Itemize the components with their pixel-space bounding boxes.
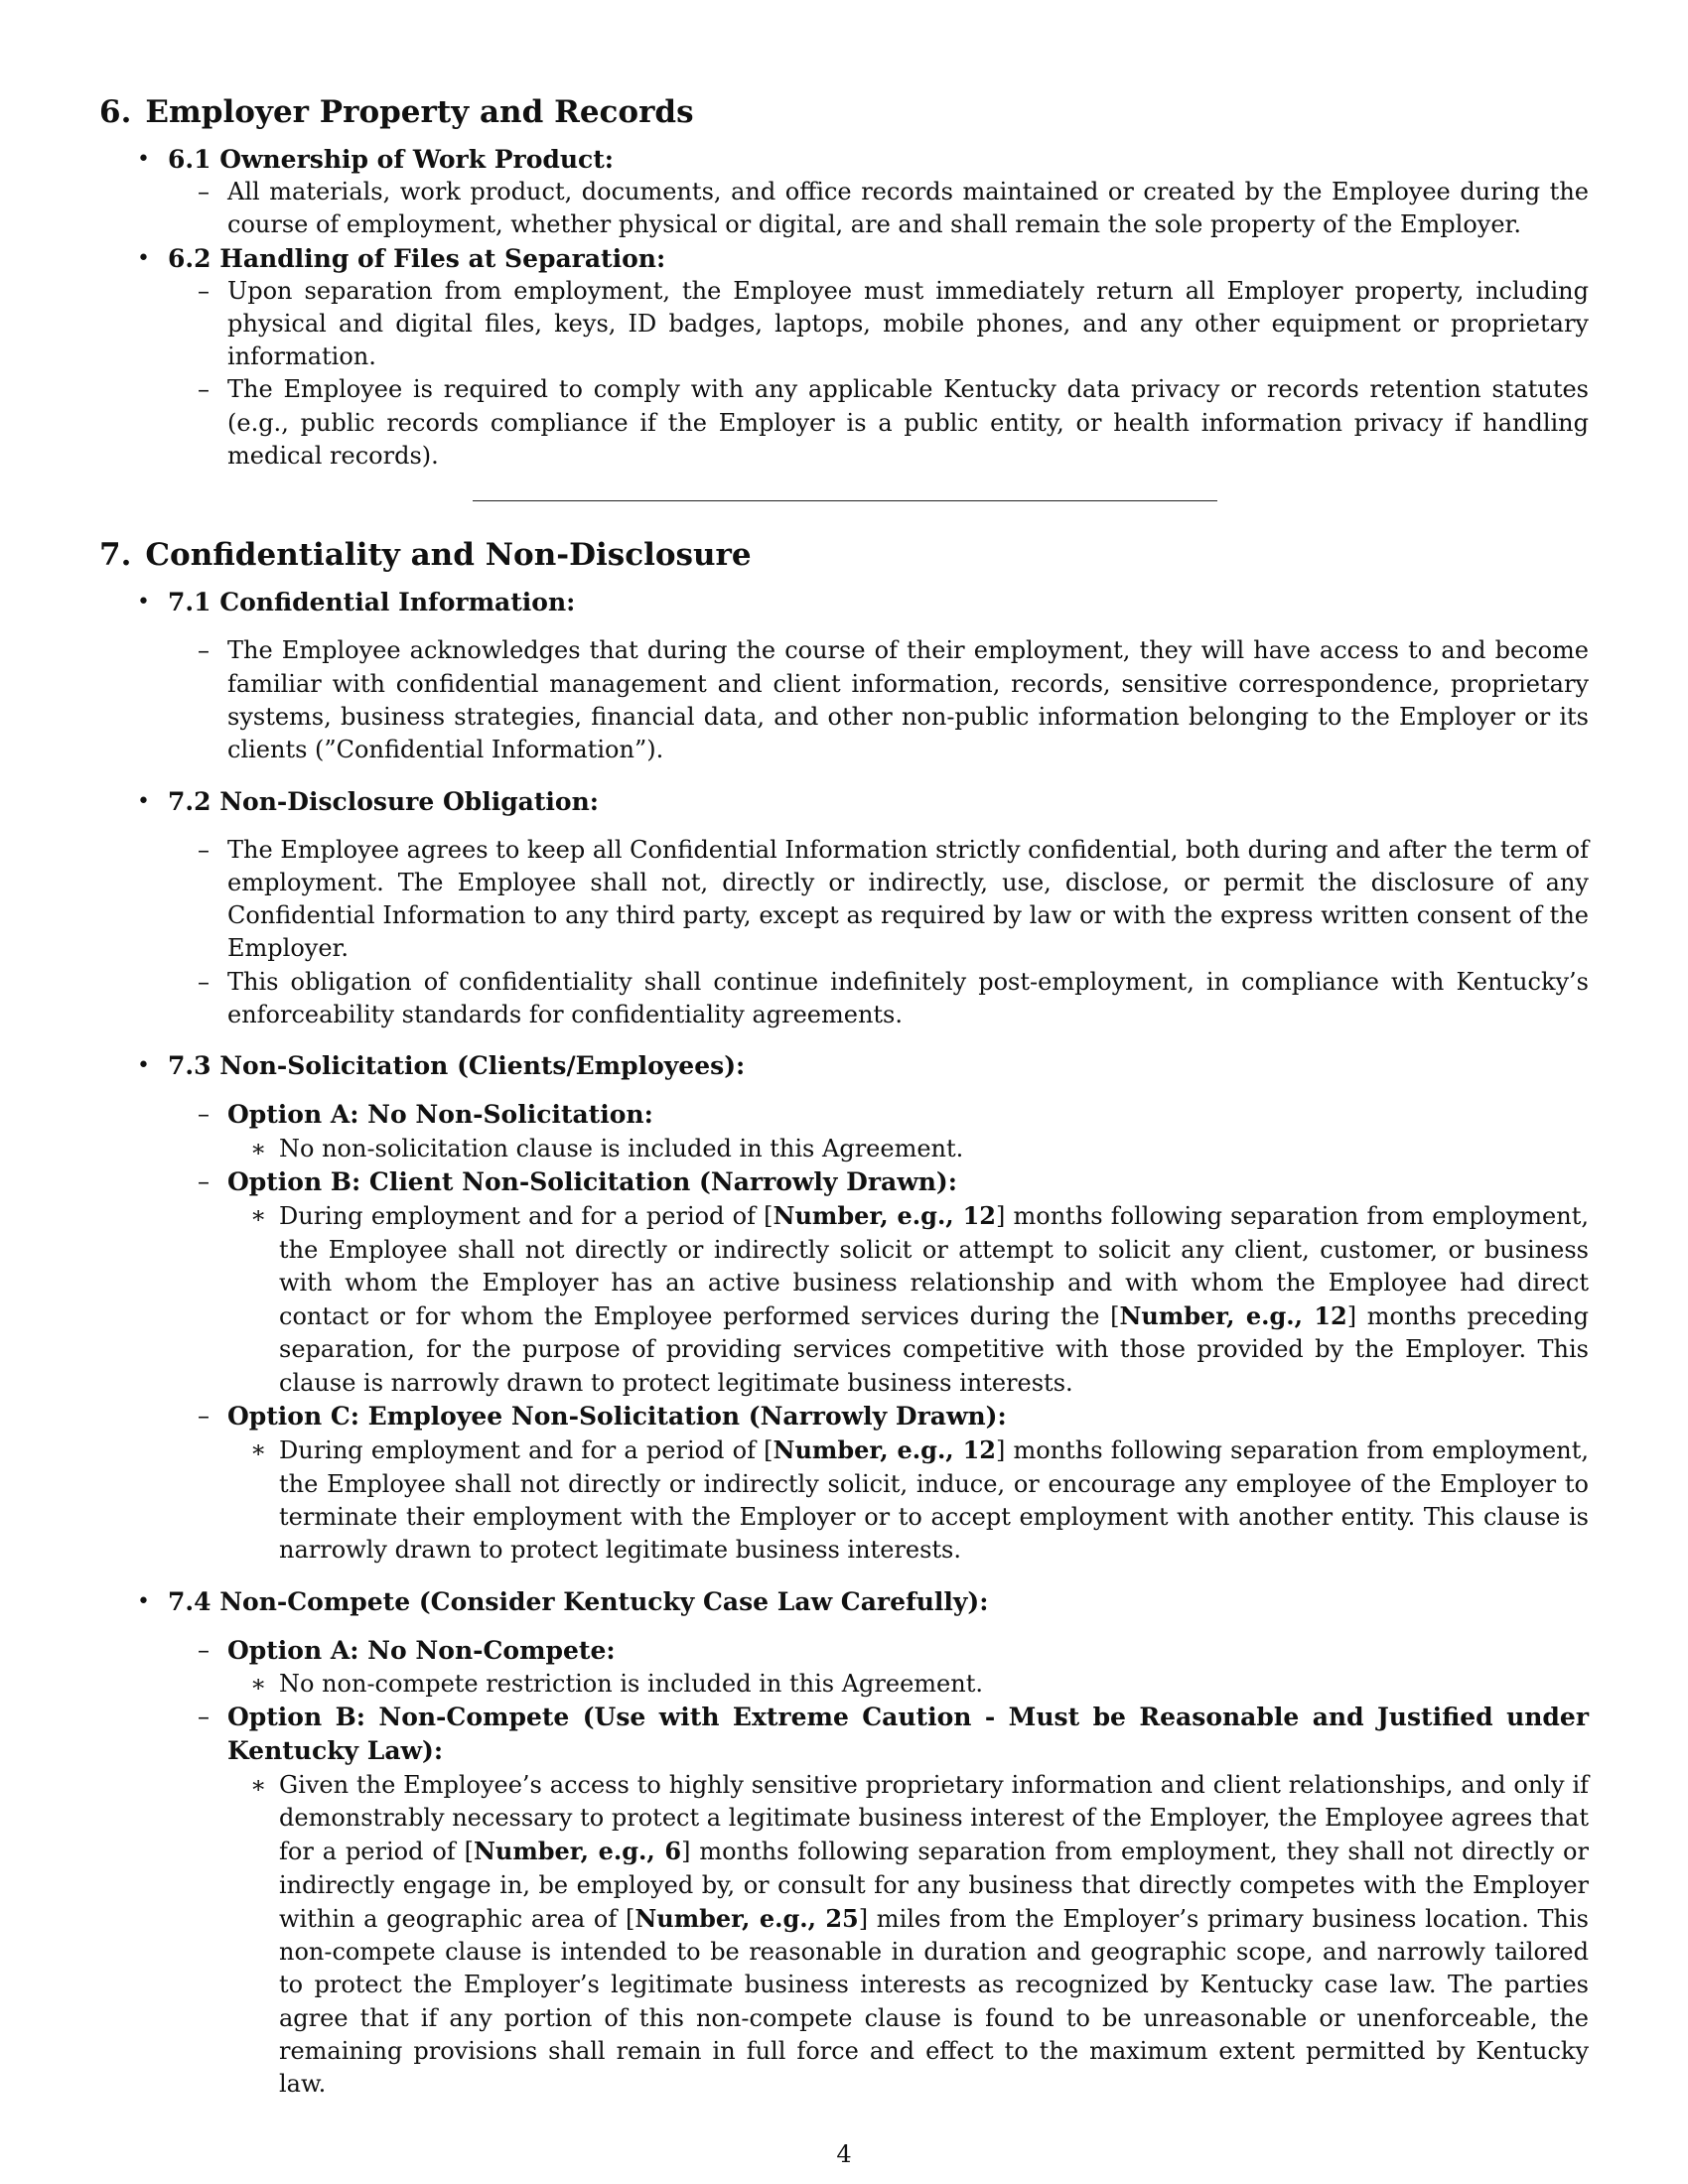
option-item	[99, 1165, 1589, 1199]
clause-title: 7.3 Non-Solicitation (Clients/Employees):	[168, 1051, 746, 1081]
option-item	[99, 1098, 1589, 1132]
list-item	[99, 373, 1589, 473]
dash-mark: –	[198, 835, 210, 864]
clause-text: The Employee agrees to keep all Confidential Information strictly confidential, both during and after the term of employment. The Employee shall not, directly or indirectly, use, disclose, or permit the disclosure of any Confidential Information to any third party, except as required by law or with the express written consent of the Employer.	[227, 835, 1589, 963]
clause-title: 6.2 Handling of Files at Separation:	[168, 243, 666, 273]
text-run: ] months following separation from employment, they shall not directly or indirectly engage in, be employed by, or consult for any business that directly competes with the Employer within a geographic area of [	[279, 1838, 1589, 1933]
page-content	[99, 91, 1589, 2102]
star-mark: ∗	[250, 1435, 267, 1464]
option-title: Option C: Employee Non-Solicitation (Narrowly Drawn):	[227, 1402, 1007, 1432]
option-text	[279, 1436, 1589, 1564]
section-title: Employer Property and Records	[145, 94, 694, 130]
option-text: No non-compete restriction is included in this Agreement.	[279, 1669, 983, 1698]
clause-7-4	[99, 1585, 1589, 1618]
sub-list-item	[99, 1133, 1589, 1165]
sub-list-item	[99, 1668, 1589, 1701]
clause-text: Upon separation from employment, the Employee must immediately return all Employer property, including physical and digital files, keys, ID badges, laptops, mobile phones, and any other equipment or proprietary information.	[227, 276, 1589, 371]
dash-mark: –	[198, 1100, 210, 1129]
dash-mark: –	[198, 1635, 210, 1664]
sub-list-item	[99, 1199, 1589, 1400]
text-run: During employment and for a period of [	[279, 1202, 774, 1231]
clause-6-2	[99, 242, 1589, 275]
list-item	[99, 966, 1589, 1032]
dash-mark: –	[198, 967, 210, 996]
clause-title: 7.4 Non-Compete (Consider Kentucky Case Law Carefully):	[168, 1586, 989, 1616]
bullet-mark: •	[137, 788, 150, 814]
dash-mark: –	[198, 178, 210, 205]
bullet-mark: •	[137, 147, 150, 172]
option-title: Option A: No Non-Compete:	[227, 1635, 616, 1665]
option-item	[99, 1701, 1589, 1769]
placeholder-value: Number, e.g., 6	[473, 1837, 682, 1866]
section-number: 7.	[99, 537, 132, 574]
section-number: 6.	[99, 94, 132, 130]
bullet-mark: •	[137, 245, 150, 271]
section-divider-wrap	[99, 473, 1589, 534]
list-item	[99, 634, 1589, 766]
dash-mark: –	[198, 375, 210, 404]
sub-list-item	[99, 1433, 1589, 1567]
text-run: Given the Employee’s access to highly sensitive proprietary information and client relationships, and only if demonstrably necessary to protect a legitimate business interest of the Employer, the Employee agrees that for a period of [	[279, 1770, 1589, 1866]
bullet-mark: •	[137, 1588, 150, 1614]
clause-title: 7.1 Confidential Information:	[168, 588, 576, 617]
clause-6-1	[99, 143, 1589, 176]
option-text	[279, 1202, 1589, 1396]
option-text: No non-solicitation clause is included in this Agreement.	[279, 1134, 964, 1162]
section-7-heading	[99, 534, 1589, 576]
placeholder-value: Number, e.g., 12	[773, 1201, 996, 1231]
clause-text: This obligation of confidentiality shall continue indefinitely post-employment, in compliance with Kentucky’s enforceability standards for confidentiality agreements.	[227, 967, 1589, 1029]
list-item	[99, 834, 1589, 966]
text-run: During employment and for a period of [	[279, 1436, 774, 1465]
bullet-mark: •	[137, 590, 150, 615]
placeholder-value: Number, e.g., 25	[634, 1903, 859, 1933]
option-item	[99, 1400, 1589, 1433]
option-title: Option A: No Non-Solicitation:	[227, 1100, 653, 1130]
star-mark: ∗	[250, 1201, 267, 1230]
dash-mark: –	[198, 276, 210, 305]
text-run: ] months following separation from employment, the Employee shall not directly or indirectly solicit or attempt to solicit any client, customer, or business with whom the Employer has an active business relationship and with whom the Employee had direct contact or for whom the Employee performed services during the [	[279, 1202, 1589, 1331]
clause-text: All materials, work product, documents, and office records maintained or created by the Employee during the course of employment, whether physical or digital, are and shall remain the sole property of the Employer.	[227, 178, 1589, 239]
clause-7-2	[99, 785, 1589, 818]
dash-mark: –	[198, 1703, 210, 1731]
dash-mark: –	[198, 1402, 210, 1431]
dash-mark: –	[198, 1166, 210, 1195]
list-item	[99, 275, 1589, 374]
text-run: ] miles from the Employer’s primary business location. This non-compete clause is intended to be reasonable in duration and geographic scope, and narrowly tailored to protect the Employer’s legitimate business interests as recognized by Kentucky case law. The parties agree that if any portion of this non-compete clause is found to be unreasonable or unenforceable, the remaining provisions shall remain in full force and effect to the maximum extent permitted by Kentucky law.	[279, 1904, 1589, 2099]
clause-title: 6.1 Ownership of Work Product:	[168, 145, 615, 174]
dash-mark: –	[198, 636, 210, 665]
clause-7-3	[99, 1049, 1589, 1082]
clause-title: 7.2 Non-Disclosure Obligation:	[168, 786, 600, 816]
text-run: ] months following separation from employment, the Employee shall not directly or indirectly solicit, induce, or encourage any employee of the Employer to terminate their employment with the Employer or to accept employment with another entity. This clause is narrowly drawn to protect legitimate business interests.	[279, 1436, 1589, 1565]
option-text	[279, 1771, 1589, 2099]
placeholder-value: Number, e.g., 12	[773, 1435, 996, 1465]
clause-text: The Employee acknowledges that during the course of their employment, they will have access to and become familiar with confidential management and client information, records, sensitive correspondence, proprietary systems, business strategies, financial data, and other non-public information belonging to the Employer or its clients (”Confidential Information”).	[227, 636, 1589, 764]
section-divider	[473, 500, 1217, 501]
star-mark: ∗	[250, 1669, 267, 1698]
clause-text: The Employee is required to comply with any applicable Kentucky data privacy or records retention statutes (e.g., public records compliance if the Employer is a public entity, or health information privacy if handling medical records).	[227, 375, 1589, 471]
star-mark: ∗	[250, 1770, 267, 1799]
text-run: ] months preceding separation, for the purpose of providing services competitive with those provided by the Employer. This clause is narrowly drawn to protect legitimate business interests.	[279, 1302, 1589, 1397]
clause-7-1	[99, 586, 1589, 618]
sub-list-item	[99, 1769, 1589, 2102]
option-title: Option B: Client Non-Solicitation (Narrowly Drawn):	[227, 1166, 957, 1196]
star-mark: ∗	[250, 1134, 267, 1162]
bullet-mark: •	[137, 1053, 150, 1079]
list-item	[99, 176, 1589, 242]
option-title: Option B: Non-Compete (Use with Extreme Caution - Must be Reasonable and Justified under Kentucky Law):	[227, 1703, 1589, 1766]
section-title: Confidentiality and Non-Disclosure	[145, 537, 752, 574]
section-6-heading	[99, 91, 1589, 133]
option-item	[99, 1634, 1589, 1668]
page-number: 4	[836, 2140, 852, 2168]
placeholder-value: Number, e.g., 12	[1119, 1301, 1347, 1331]
